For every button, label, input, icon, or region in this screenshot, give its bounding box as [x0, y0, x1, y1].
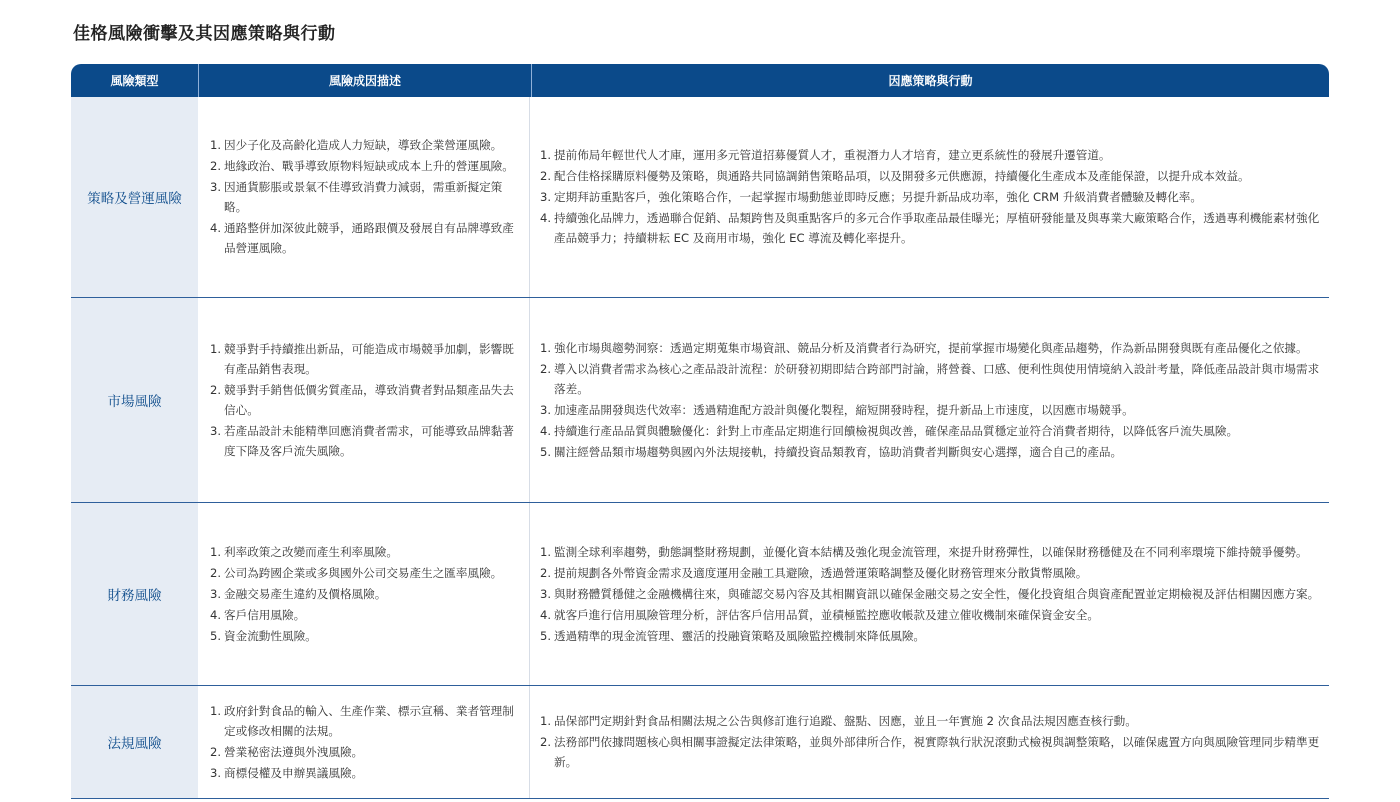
item-number: 3. — [540, 402, 552, 417]
item-number: 2. — [540, 735, 552, 749]
list-item — [210, 763, 519, 783]
list-item — [210, 605, 519, 625]
item-text: 加速產品開發與迭代效率：透過精進配方設計與優化製程，縮短開發時程，提升新品上市速度，以因應市場競爭。 — [554, 402, 1134, 417]
item-number: 1. — [540, 340, 552, 355]
risk-type: 市場風險 — [71, 298, 198, 502]
risk-cause-cell — [198, 686, 530, 798]
list-item — [540, 563, 1323, 583]
item-number: 1. — [540, 148, 552, 162]
item-text: 營業秘密法遵與外洩風險。 — [224, 744, 364, 759]
item-text: 提前佈局年輕世代人才庫，運用多元管道招募優質人才，重視潛力人才培育，建立更系統性的發展升遷管道。 — [554, 148, 1111, 162]
strategy-cell — [530, 686, 1329, 798]
risk-cause-cell — [198, 298, 530, 502]
strategy-list — [540, 542, 1323, 647]
item-number: 1. — [210, 544, 222, 559]
list-item — [540, 400, 1323, 420]
item-number: 3. — [540, 190, 552, 204]
item-text: 持續強化品牌力，透過聯合促銷、品類跨售及與重點客戶的多元合作爭取產品最佳曝光；厚植研發能量及與專業大廠策略合作，透過專利機能素材強化產品競爭力；持續耕耘 EC 及商用市場，強化 EC 導流及轉化率提升。 — [554, 211, 1320, 245]
item-text: 利率政策之改變而產生利率風險。 — [224, 544, 398, 559]
item-text: 資金流動性風險。 — [224, 628, 317, 643]
list-item — [540, 208, 1323, 248]
risk-cause-cell — [198, 97, 530, 297]
list-item — [210, 742, 519, 762]
cause-list — [210, 339, 519, 462]
list-item — [540, 732, 1323, 772]
risk-type: 法規風險 — [71, 686, 198, 798]
list-item — [540, 584, 1323, 604]
list-item — [210, 563, 519, 583]
item-text: 客戶信用風險。 — [224, 607, 306, 622]
header-strategy: 因應策略與行動 — [888, 74, 973, 88]
list-item — [540, 542, 1323, 562]
item-number: 4. — [540, 423, 552, 438]
item-text: 政府針對食品的輸入、生產作業、標示宣稱、業者管理制定或修改相關的法規。 — [224, 703, 514, 738]
list-item — [210, 380, 519, 420]
item-text: 就客戶進行信用風險管理分析，評估客戶信用品質，並積極監控應收帳款及建立催收機制來確保資金安全。 — [554, 607, 1099, 622]
item-number: 1. — [540, 544, 552, 559]
strategy-list — [540, 338, 1323, 463]
item-number: 3. — [210, 180, 222, 194]
list-item — [210, 542, 519, 562]
list-item — [540, 626, 1323, 646]
strategy-cell — [530, 503, 1329, 685]
item-text: 公司為跨國企業或多與國外公司交易產生之匯率風險。 — [224, 565, 503, 580]
item-text: 因少子化及高齡化造成人力短缺，導致企業營運風險。 — [224, 138, 503, 152]
item-number: 2. — [540, 169, 552, 183]
list-item — [210, 584, 519, 604]
table-row — [71, 298, 1329, 503]
list-item — [540, 711, 1323, 731]
item-text: 商標侵權及申辦異議風險。 — [224, 765, 364, 780]
table-row — [71, 503, 1329, 686]
item-text: 導入以消費者需求為核心之產品設計流程：於研發初期即結合跨部門討論，將營養、口感、便利性與使用情境納入設計考量，降低產品設計與市場需求落差。 — [554, 361, 1320, 396]
item-text: 強化市場與趨勢洞察：透過定期蒐集市場資訊、競品分析及消費者行為研究，提前掌握市場變化與產品趨勢，作為新品開發與既有產品優化之依據。 — [554, 340, 1308, 355]
list-item — [540, 605, 1323, 625]
item-text: 金融交易產生違約及價格風險。 — [224, 586, 387, 601]
item-text: 因通貨膨脹或景氣不佳導致消費力減弱，需重新擬定策略。 — [224, 180, 503, 214]
list-item — [540, 359, 1323, 399]
item-number: 2. — [210, 565, 222, 580]
page-title: 佳格風險衝擊及其因應策略與行動 — [73, 24, 336, 44]
list-item — [210, 218, 519, 258]
risk-type: 財務風險 — [71, 503, 198, 685]
item-text: 若產品設計未能精準回應消費者需求，可能導致品牌黏著度下降及客戶流失風險。 — [224, 423, 514, 458]
item-number: 2. — [210, 744, 222, 759]
cause-list — [210, 135, 519, 259]
item-number: 4. — [210, 607, 222, 622]
item-text: 競爭對手持續推出新品，可能造成市場競爭加劇，影響既有產品銷售表現。 — [224, 341, 514, 376]
risk-cause-cell — [198, 503, 530, 685]
strategy-list — [540, 711, 1323, 773]
item-number: 1. — [210, 703, 222, 718]
cause-list — [210, 701, 519, 784]
list-item — [210, 626, 519, 646]
list-item — [210, 421, 519, 461]
list-item — [540, 421, 1323, 441]
list-item — [540, 442, 1323, 462]
item-number: 1. — [210, 341, 222, 356]
table-row — [71, 686, 1329, 799]
header-risk-type: 風險類型 — [71, 64, 199, 97]
item-number: 3. — [210, 586, 222, 601]
item-number: 2. — [540, 361, 552, 376]
list-item — [540, 338, 1323, 358]
item-text: 關注經營品類市場趨勢與國內外法規接軌，持續投資品類教育，協助消費者判斷與安心選擇，適合自己的產品。 — [554, 444, 1123, 459]
item-text: 配合佳格採購原料優勢及策略，與通路共同協調銷售策略品項，以及開發多元供應源，持續優化生產成本及產能保證，以提升成本效益。 — [554, 169, 1250, 183]
item-text: 品保部門定期針對食品相關法規之公告與修訂進行追蹤、盤點、因應，並且一年實施 2 次食品法規因應查核行動。 — [554, 714, 1137, 728]
list-item — [540, 145, 1323, 165]
item-number: 2. — [540, 565, 552, 580]
item-text: 競爭對手銷售低價劣質產品，導致消費者對品類產品失去信心。 — [224, 382, 514, 417]
item-text: 監測全球利率趨勢，動態調整財務規劃，並優化資本結構及強化現金流管理，來提升財務彈性，以確保財務穩健及在不同利率環境下維持競爭優勢。 — [554, 544, 1308, 559]
item-number: 4. — [540, 607, 552, 622]
item-number: 3. — [540, 586, 552, 601]
item-number: 5. — [210, 628, 222, 643]
item-text: 提前規劃各外幣資金需求及適度運用金融工具避險，透過營運策略調整及優化財務管理來分散貨幣風險。 — [554, 565, 1088, 580]
strategy-cell — [530, 298, 1329, 502]
strategy-cell — [530, 97, 1329, 297]
table-row — [71, 97, 1329, 298]
list-item — [210, 701, 519, 741]
item-number: 4. — [210, 221, 222, 235]
item-number: 5. — [540, 444, 552, 459]
item-text: 地緣政治、戰爭導致原物料短缺或成本上升的營運風險。 — [224, 159, 514, 173]
item-text: 法務部門依據問題核心與相關事證擬定法律策略，並與外部律所合作，視實際執行狀況滾動式檢視與調整策略，以確保處置方向與風險管理同步精準更新。 — [554, 735, 1320, 769]
item-number: 1. — [540, 714, 552, 728]
risk-type: 策略及營運風險 — [71, 97, 198, 297]
list-item — [540, 166, 1323, 186]
item-text: 持續進行產品品質與體驗優化：針對上市產品定期進行回饋檢視與改善，確保產品品質穩定並符合消費者期待，以降低客戶流失風險。 — [554, 423, 1239, 438]
item-number: 3. — [210, 423, 222, 438]
table-header — [71, 64, 1329, 97]
list-item — [210, 135, 519, 155]
risk-table — [71, 64, 1329, 799]
item-number: 4. — [540, 211, 552, 225]
item-number: 5. — [540, 628, 552, 643]
item-text: 透過精準的現金流管理、靈活的投融資策略及風險監控機制來降低風險。 — [554, 628, 926, 643]
list-item — [210, 156, 519, 176]
item-text: 通路整併加深彼此競爭，通路跟價及發展自有品牌導致產品營運風險。 — [224, 221, 514, 255]
item-text: 定期拜訪重點客戶，強化策略合作，一起掌握市場動態並即時反應；另提升新品成功率，強化 CRM 升級消費者體驗及轉化率。 — [554, 190, 1202, 204]
list-item — [210, 339, 519, 379]
list-item — [210, 177, 519, 217]
item-number: 3. — [210, 765, 222, 780]
item-number: 2. — [210, 382, 222, 397]
item-number: 2. — [210, 159, 222, 173]
list-item — [540, 187, 1323, 207]
cause-list — [210, 542, 519, 647]
header-risk-cause: 風險成因描述 — [199, 64, 532, 97]
item-number: 1. — [210, 138, 222, 152]
item-text: 與財務體質穩健之金融機構往來，與確認交易內容及其相關資訊以確保金融交易之安全性，優化投資組合與資產配置並定期檢視及評估相關因應方案。 — [554, 586, 1320, 601]
strategy-list — [540, 145, 1323, 249]
